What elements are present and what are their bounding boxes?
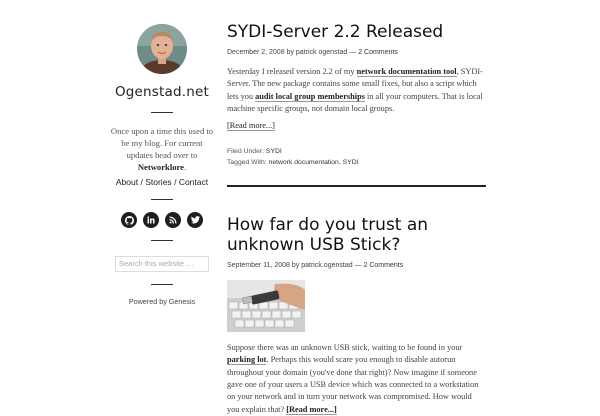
tag-link[interactable]: network documentation <box>268 159 339 167</box>
nav-contact-link[interactable]: Contact <box>178 177 209 187</box>
excerpt-text: , SYDI-Server. The new package contains some small fixes, but also a script which lets you <box>227 67 483 101</box>
post-title[interactable]: SYDI-Server 2.2 Released <box>227 22 444 42</box>
post-meta <box>227 49 486 56</box>
divider <box>151 284 173 285</box>
tagged-label: Tagged With: <box>227 159 269 167</box>
networklore-link[interactable]: Networklore <box>137 162 184 172</box>
post <box>227 215 486 416</box>
post-divider <box>227 185 486 187</box>
usb-stick-image[interactable] <box>227 280 305 332</box>
read-more-link[interactable]: [Read more...] <box>286 404 337 414</box>
social-icons <box>110 212 214 228</box>
excerpt-text: Suppose there was an unknown USB stick, waiting to be found in your <box>227 343 463 353</box>
filed-under <box>227 146 486 157</box>
excerpt-text: Yesterday I released version 2.2 of my <box>227 67 357 76</box>
post <box>227 22 486 168</box>
nav-separator: / <box>140 177 143 187</box>
post-author[interactable]: patrick.ogenstad <box>301 262 353 270</box>
github-icon[interactable] <box>121 212 137 228</box>
rss-icon[interactable] <box>165 212 181 228</box>
tag-separator: , <box>338 159 343 167</box>
post-title[interactable]: How far do you trust an unknown USB Stick? <box>227 215 429 256</box>
linkedin-icon[interactable] <box>143 212 159 228</box>
divider <box>151 240 173 241</box>
sidebar <box>110 24 214 306</box>
post-by: by <box>291 262 300 270</box>
post-date: December 2, 2008 <box>227 49 285 56</box>
powered-by: Powered by Genesis <box>128 296 196 306</box>
comments-link[interactable]: 2 Comments <box>363 262 404 270</box>
network-documentation-tool-link[interactable]: network documentation tool <box>356 67 457 76</box>
entry-footer <box>227 146 486 168</box>
tagged-with <box>227 157 486 168</box>
meta-dash: — <box>349 49 357 56</box>
tag-link[interactable]: SYDI <box>342 159 359 167</box>
main-content <box>227 22 486 416</box>
category-link[interactable]: SYDI <box>265 148 282 156</box>
excerpt-text: . Perhaps this would scare you enough to disable autorun throughout your domain (you've done that right)? Now imagine if someone gave one of your users a USB device which was connected to a workstation on your network and in turn your network was compromised. How would you explain that? <box>227 355 479 414</box>
post-excerpt <box>227 342 486 416</box>
post-date: September 11, 2008 <box>227 262 290 270</box>
nav-about-link[interactable]: About <box>115 177 139 187</box>
comments-link[interactable]: 2 Comments <box>358 49 398 56</box>
read-more-link[interactable]: [Read more...] <box>227 121 275 131</box>
post-meta <box>227 262 486 269</box>
tagline-text: Once upon a time this used to be my blog. For current updates head over to <box>110 126 214 160</box>
meta-dash: — <box>354 262 362 270</box>
post-by: by <box>286 49 294 56</box>
search-input[interactable] <box>115 256 209 272</box>
divider <box>151 199 173 200</box>
filed-under-label: Filed Under: <box>227 148 266 156</box>
excerpt-text: in all your computers. That is local machine specific groups, not domain local groups. <box>227 91 483 113</box>
audit-local-group-link[interactable]: audit local group memberships <box>255 91 365 101</box>
nav-stories-link[interactable]: Stories <box>145 177 172 187</box>
divider <box>151 112 173 113</box>
nav-separator: / <box>174 177 177 187</box>
site-title[interactable]: Ogenstad.net <box>114 84 210 100</box>
avatar-portrait-image <box>137 24 187 74</box>
site-nav <box>110 177 214 187</box>
post-author[interactable]: patrick ogenstad <box>295 49 348 56</box>
avatar[interactable] <box>137 24 187 74</box>
parking-lot-link[interactable]: parking lot <box>227 355 267 365</box>
post-excerpt <box>227 66 486 115</box>
twitter-icon[interactable] <box>187 212 203 228</box>
tagline-end: . <box>183 162 187 172</box>
site-tagline <box>110 125 214 173</box>
